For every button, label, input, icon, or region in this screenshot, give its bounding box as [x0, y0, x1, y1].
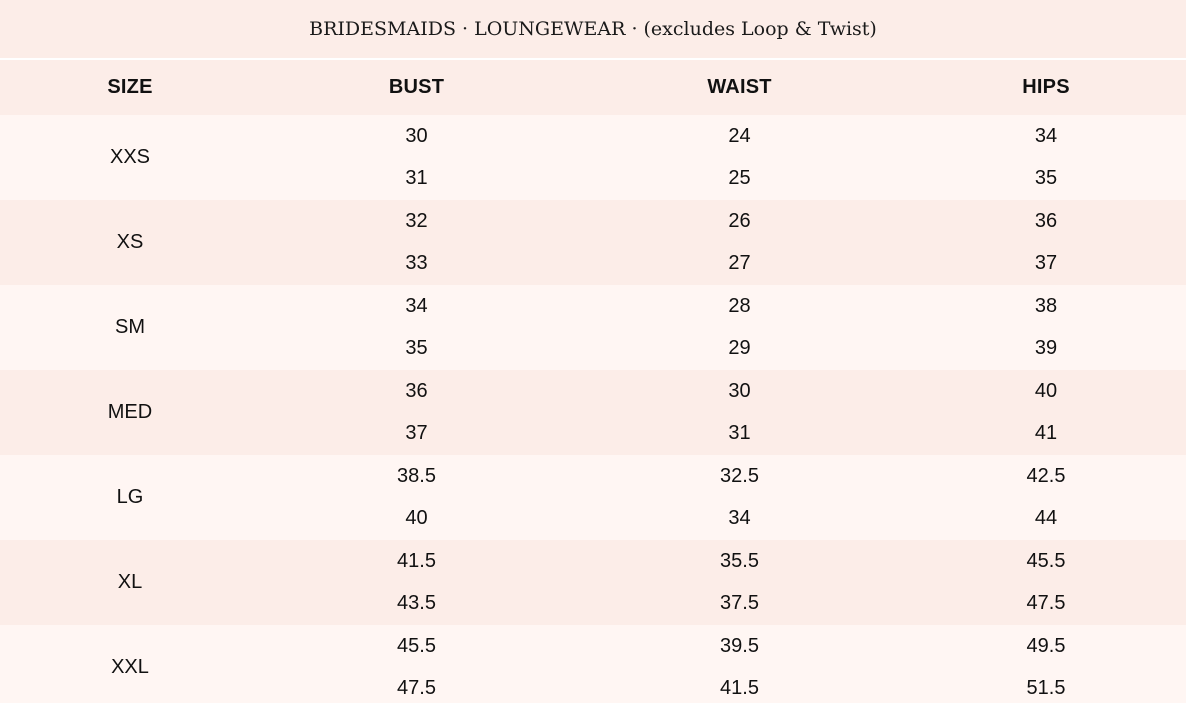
table-header-row — [0, 60, 1186, 115]
bust-value: 30 — [405, 124, 428, 147]
header-size: SIZE — [107, 76, 153, 98]
hips-values — [906, 370, 1186, 455]
bust-values — [260, 115, 573, 200]
waist-values — [573, 370, 906, 455]
waist-values — [573, 540, 906, 625]
table-caption: BRIDESMAIDS · LOUNGEWEAR · (excludes Loop & Twist) — [0, 0, 1186, 60]
waist-values — [573, 455, 906, 540]
size-label: XXL — [111, 656, 149, 678]
header-bust: BUST — [388, 76, 445, 98]
bust-value: 36 — [405, 379, 428, 402]
bust-value: 43.5 — [397, 592, 436, 615]
table-body — [0, 115, 1186, 703]
bust-values — [260, 200, 573, 285]
size-row-group — [0, 115, 1186, 200]
waist-values — [573, 625, 906, 703]
hips-values — [906, 540, 1186, 625]
hips-value: 44 — [1034, 507, 1058, 530]
hips-value: 34 — [1034, 124, 1058, 147]
waist-value: 27 — [728, 252, 751, 275]
waist-value: 29 — [728, 337, 751, 360]
hips-values — [906, 285, 1186, 370]
header-waist: WAIST — [707, 76, 772, 98]
waist-value: 37.5 — [720, 592, 759, 615]
header-hips: HIPS — [1022, 76, 1070, 98]
size-label: XL — [117, 571, 143, 593]
waist-value: 26 — [728, 209, 751, 232]
hips-values — [906, 625, 1186, 703]
waist-values — [573, 200, 906, 285]
waist-value: 25 — [728, 167, 751, 190]
bust-values — [260, 285, 573, 370]
bust-value: 47.5 — [397, 677, 436, 700]
size-label: XXS — [109, 146, 151, 168]
size-row-group — [0, 370, 1186, 455]
size-row-group — [0, 200, 1186, 285]
waist-value: 35.5 — [720, 549, 759, 572]
waist-values — [573, 115, 906, 200]
size-row-group — [0, 285, 1186, 370]
bust-value: 38.5 — [397, 464, 436, 487]
hips-value: 42.5 — [1026, 464, 1066, 487]
hips-value: 45.5 — [1026, 549, 1066, 572]
waist-value: 30 — [728, 379, 751, 402]
bust-value: 33 — [405, 252, 428, 275]
size-label: LG — [116, 486, 144, 508]
hips-values — [906, 200, 1186, 285]
hips-value: 39 — [1034, 337, 1058, 360]
hips-value: 38 — [1034, 294, 1058, 317]
bust-value: 41.5 — [397, 549, 436, 572]
size-row-group — [0, 540, 1186, 625]
hips-value: 47.5 — [1026, 592, 1066, 615]
hips-value: 49.5 — [1026, 634, 1066, 657]
bust-values — [260, 455, 573, 540]
waist-value: 31 — [728, 422, 751, 445]
waist-value: 41.5 — [720, 677, 759, 700]
bust-value: 34 — [405, 294, 428, 317]
bust-value: 31 — [405, 167, 428, 190]
hips-value: 41 — [1034, 422, 1058, 445]
bust-value: 45.5 — [397, 634, 436, 657]
waist-value: 28 — [728, 294, 751, 317]
size-row-group — [0, 455, 1186, 540]
hips-value: 40 — [1034, 379, 1058, 402]
waist-value: 39.5 — [720, 634, 759, 657]
hips-value: 51.5 — [1026, 677, 1066, 700]
waist-value: 32.5 — [720, 464, 759, 487]
waist-value: 24 — [728, 124, 751, 147]
size-row-group — [0, 625, 1186, 703]
bust-values — [260, 540, 573, 625]
size-label: MED — [107, 401, 153, 423]
hips-values — [906, 455, 1186, 540]
hips-values — [906, 115, 1186, 200]
bust-value: 35 — [405, 337, 428, 360]
bust-value: 32 — [405, 209, 428, 232]
bust-value: 37 — [405, 422, 428, 445]
hips-value: 37 — [1034, 252, 1058, 275]
bust-values — [260, 625, 573, 703]
waist-values — [573, 285, 906, 370]
bust-value: 40 — [405, 507, 428, 530]
hips-value: 36 — [1034, 209, 1058, 232]
size-label: SM — [115, 316, 145, 338]
hips-value: 35 — [1034, 167, 1058, 190]
size-label: XS — [116, 231, 144, 253]
waist-value: 34 — [728, 507, 751, 530]
bust-values — [260, 370, 573, 455]
